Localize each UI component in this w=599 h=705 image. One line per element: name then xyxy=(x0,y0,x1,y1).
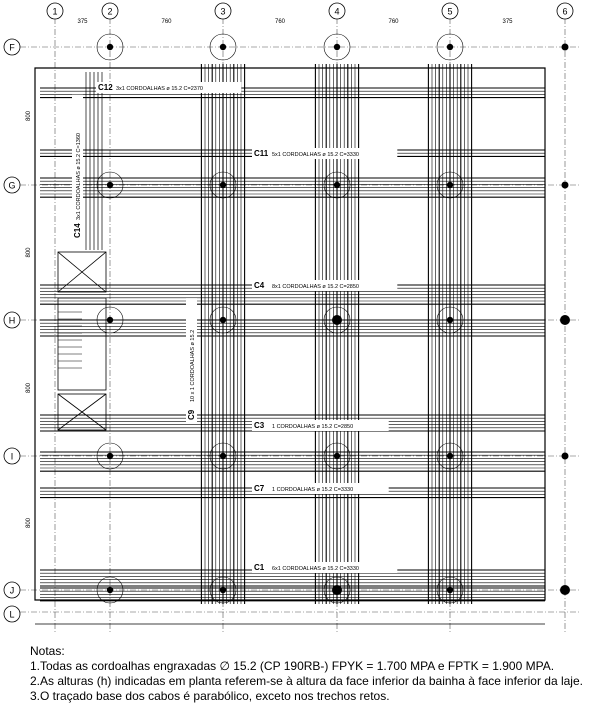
stair-core xyxy=(58,252,106,430)
row-bubble-label-F: F xyxy=(9,42,15,53)
column-dot xyxy=(220,453,226,459)
span-y-dim: 800 xyxy=(26,110,32,122)
column-dot xyxy=(107,317,113,323)
column-dot xyxy=(334,453,340,459)
span-x-dim: 760 xyxy=(161,19,172,25)
cable-label-text: 3x1 CORDOALHAS ø 15.2 C=2370 xyxy=(116,86,203,92)
column-bubble-label-1: 1 xyxy=(52,6,58,17)
span-x-dim: 760 xyxy=(388,19,399,25)
cable-label-text: 6x1 CORDOALHAS ø 15.2 C=3330 xyxy=(272,566,359,572)
row-bubble-label-G: G xyxy=(8,180,16,191)
cable-label-id: C14 xyxy=(73,223,82,238)
span-x-dim: 375 xyxy=(77,19,88,25)
column-dot xyxy=(334,182,340,188)
note-line-2: 2.As alturas (h) indicadas em planta referem-se à altura da face inferior da bainha à face inferior da laje. xyxy=(30,674,583,688)
slab-edge xyxy=(35,68,545,600)
cable-label-text: 10 x 1 CORDOALHAS ø 15.2 xyxy=(190,329,196,402)
column-dot xyxy=(107,44,113,50)
cable-label-c1 xyxy=(252,562,397,573)
column-dot-large xyxy=(332,315,342,325)
column-dot xyxy=(220,182,226,188)
cable-label-text: 8x1 CORDOALHAS ø 15.2 C=2850 xyxy=(272,284,359,290)
column-bubble-label-4: 4 xyxy=(334,6,340,17)
column-dot xyxy=(447,587,453,593)
cable-label-id: C9 xyxy=(187,409,196,420)
column-bubble-label-2: 2 xyxy=(107,6,113,17)
column-dot-edge xyxy=(562,182,569,189)
cable-label-id: C4 xyxy=(254,281,265,290)
cable-label-id: C12 xyxy=(98,83,113,92)
cable-label-id: C3 xyxy=(254,421,265,430)
cable-label-c4 xyxy=(252,280,397,291)
note-line-3: 3.O traçado base dos cabos é parabólico, exceto nos trechos retos. xyxy=(30,689,390,703)
cable-label-c11 xyxy=(252,148,397,159)
cable-label-c14 xyxy=(72,95,83,240)
column-dot-edge xyxy=(562,453,569,460)
column-dot xyxy=(334,44,340,50)
cable-label-c7 xyxy=(252,483,389,494)
column-dot xyxy=(447,453,453,459)
column-dot xyxy=(447,317,453,323)
grid-lines xyxy=(20,18,580,632)
cable-label-c3 xyxy=(252,420,389,431)
column-dot-large xyxy=(560,585,570,595)
cable-groups xyxy=(40,64,545,604)
column-dot xyxy=(220,44,226,50)
column-dot xyxy=(107,587,113,593)
cable-label-id: C7 xyxy=(254,484,265,493)
column-dot xyxy=(107,453,113,459)
row-bubble-label-I: I xyxy=(10,451,14,462)
column-dot-large xyxy=(332,585,342,595)
column-dot xyxy=(220,587,226,593)
cable-label-text: 1 CORDOALHAS ø 15.2 C=2850 xyxy=(272,424,354,430)
column-dot xyxy=(220,317,226,323)
column-bubble-label-5: 5 xyxy=(447,6,453,17)
row-bubble-label-J: J xyxy=(9,585,15,596)
span-x-dim: 760 xyxy=(274,19,286,25)
column-dot-edge xyxy=(562,44,569,51)
note-line-1: 1.Todas as cordoalhas engraxadas ∅ 15.2 (CP 190RB-) FPYK = 1.700 MPA e FPTK = 1.900 MPA. xyxy=(30,659,555,673)
span-y-dim: 800 xyxy=(26,247,32,258)
notes-block xyxy=(30,644,595,704)
cable-label-text: 3x1 CORDOALHAS ø 15.2 C=1360 xyxy=(76,133,82,220)
cable-label-text: 5x1 CORDOALHAS ø 15.2 C=3330 xyxy=(272,152,359,158)
row-bubble-label-L: L xyxy=(9,609,15,620)
column-dot-large xyxy=(560,315,570,325)
column-dot xyxy=(447,44,453,50)
notes-title: Notas: xyxy=(30,644,65,658)
column-bubble-label-6: 6 xyxy=(562,6,568,17)
grid-bubbles xyxy=(4,3,573,622)
span-x-dim: 375 xyxy=(502,19,513,25)
cable-label-id: C1 xyxy=(254,563,265,572)
row-bubble-label-H: H xyxy=(8,315,16,326)
cable-label-text: 1 CORDOALHAS ø 15.2 C=3330 xyxy=(272,487,354,493)
cable-label-c12 xyxy=(96,82,241,93)
span-y-dim: 800 xyxy=(26,517,32,529)
span-y-dim: 800 xyxy=(26,382,32,394)
cable-label-id: C11 xyxy=(254,149,269,158)
column-dot xyxy=(107,182,113,188)
column-dot xyxy=(447,182,453,188)
cable-label-c9 xyxy=(186,298,197,422)
column-bubble-label-3: 3 xyxy=(220,6,226,17)
